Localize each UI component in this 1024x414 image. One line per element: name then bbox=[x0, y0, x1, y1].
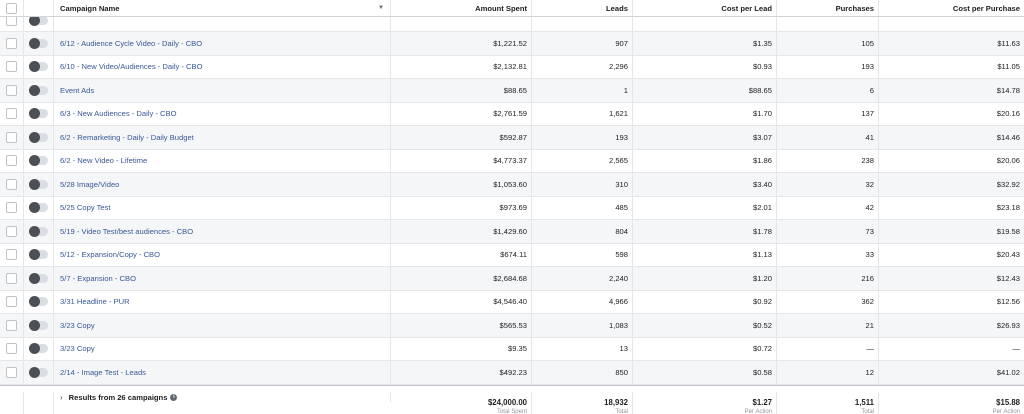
cost-per-lead-cell: $1.78 bbox=[633, 220, 777, 243]
purchases-cell: 12 bbox=[777, 361, 879, 384]
purchases-cell: 137 bbox=[777, 103, 879, 126]
sort-down-icon[interactable]: ▼ bbox=[378, 5, 384, 11]
toggle-knob bbox=[29, 202, 40, 213]
table-row[interactable] bbox=[0, 103, 1024, 127]
row-toggle-cell bbox=[24, 338, 54, 361]
total-purchases-cell bbox=[777, 392, 879, 414]
amount-spent-cell: $973.69 bbox=[391, 197, 532, 220]
leads-cell: 2,565 bbox=[532, 150, 633, 173]
cost-per-purchase-cell: $20.06 bbox=[996, 156, 1020, 166]
toggle-knob bbox=[29, 367, 40, 378]
campaign-name-cell bbox=[54, 291, 391, 314]
leads-cell: 193 bbox=[532, 126, 633, 149]
cost-per-purchase-cell: $11.63 bbox=[997, 38, 1020, 48]
header-leads[interactable]: Leads bbox=[532, 0, 633, 16]
row-toggle[interactable] bbox=[29, 274, 48, 283]
toggle-knob bbox=[29, 38, 40, 49]
row-toggle[interactable] bbox=[29, 227, 48, 236]
row-toggle[interactable] bbox=[29, 109, 48, 118]
campaign-name-cell bbox=[54, 103, 391, 126]
row-toggle[interactable] bbox=[29, 203, 48, 212]
campaign-name-cell bbox=[54, 338, 391, 361]
row-toggle[interactable] bbox=[29, 16, 48, 25]
leads-cell: 598 bbox=[532, 244, 633, 267]
campaign-name-cell bbox=[54, 220, 391, 243]
cost-per-lead-cell: $3.40 bbox=[633, 173, 777, 196]
cost-per-lead-cell: $1.86 bbox=[633, 150, 777, 173]
row-checkbox[interactable] bbox=[6, 179, 17, 190]
cost-per-purchase-cell: $20.43 bbox=[996, 250, 1020, 260]
campaign-name-link[interactable]: 5/28 Image/Video bbox=[60, 179, 120, 189]
row-toggle-cell bbox=[24, 56, 54, 79]
cost-per-lead-cell: $0.52 bbox=[633, 314, 777, 337]
campaign-name-link[interactable]: 6/3 - New Audiences - Daily - CBO bbox=[60, 109, 177, 119]
table-footer bbox=[0, 385, 1024, 414]
campaign-name-link[interactable]: 5/25 Copy Test bbox=[60, 203, 111, 213]
row-toggle[interactable] bbox=[29, 39, 48, 48]
table-row[interactable] bbox=[0, 244, 1024, 268]
row-checkbox-cell bbox=[0, 32, 24, 55]
cost-per-lead-cell: $0.93 bbox=[633, 56, 777, 79]
leads-cell: 2,296 bbox=[532, 56, 633, 79]
purchases-cell: 41 bbox=[777, 126, 879, 149]
cost-per-purchase-cell: $19.58 bbox=[996, 226, 1020, 236]
row-checkbox-cell bbox=[0, 361, 24, 384]
row-toggle-cell bbox=[24, 244, 54, 267]
table-row[interactable] bbox=[0, 32, 1024, 56]
leads-cell: 907 bbox=[532, 32, 633, 55]
row-toggle[interactable] bbox=[29, 62, 48, 71]
row-checkbox-cell bbox=[0, 267, 24, 290]
campaign-name-cell bbox=[54, 197, 391, 220]
amount-spent-cell: $492.23 bbox=[391, 361, 532, 384]
cost-per-lead-cell: $3.07 bbox=[633, 126, 777, 149]
purchases-cell: 73 bbox=[777, 220, 879, 243]
total-purchases-value: 1,511 bbox=[854, 398, 874, 407]
toggle-knob bbox=[29, 85, 40, 96]
toggle-knob bbox=[29, 296, 40, 307]
row-checkbox-cell bbox=[0, 220, 24, 243]
amount-spent-cell: $1,429.60 bbox=[391, 220, 532, 243]
campaign-name-link[interactable]: 6/2 - New Video - Lifetime bbox=[60, 156, 148, 166]
row-checkbox[interactable] bbox=[6, 61, 17, 72]
header-cost-per-purchase[interactable]: Cost per Purchase bbox=[952, 3, 1020, 13]
row-checkbox[interactable] bbox=[6, 155, 17, 166]
purchases-cell: 21 bbox=[777, 314, 879, 337]
total-purchases-caption: Total bbox=[861, 409, 874, 414]
leads-cell: 485 bbox=[532, 197, 633, 220]
purchases-cell: 6 bbox=[777, 79, 879, 102]
header-toggle-cell bbox=[24, 0, 54, 16]
cost-per-purchase-cell: $12.56 bbox=[996, 297, 1020, 307]
total-cpl-cell bbox=[633, 392, 777, 414]
row-checkbox-cell bbox=[0, 56, 24, 79]
cost-per-purchase-cell: $23.18 bbox=[996, 203, 1020, 213]
table-row[interactable] bbox=[0, 267, 1024, 291]
cost-per-lead-cell: $1.70 bbox=[633, 103, 777, 126]
header-purchases[interactable]: Purchases bbox=[777, 0, 879, 16]
campaign-name-cell bbox=[54, 361, 391, 384]
campaign-name-cell bbox=[54, 56, 391, 79]
row-checkbox[interactable] bbox=[6, 132, 17, 143]
row-checkbox[interactable] bbox=[6, 296, 17, 307]
row-toggle[interactable] bbox=[29, 180, 48, 189]
total-leads-caption: Total bbox=[615, 409, 628, 414]
table-row[interactable] bbox=[0, 79, 1024, 103]
row-toggle-cell bbox=[24, 103, 54, 126]
toggle-knob bbox=[29, 179, 40, 190]
cost-per-lead-cell: $1.20 bbox=[633, 267, 777, 290]
campaign-name-link[interactable]: 3/23 Copy bbox=[60, 344, 95, 354]
campaign-name-cell bbox=[54, 32, 391, 55]
header-amount-spent[interactable]: Amount Spent bbox=[391, 0, 532, 16]
toggle-knob bbox=[29, 320, 40, 331]
amount-spent-cell: $88.65 bbox=[391, 79, 532, 102]
purchases-cell: 42 bbox=[777, 197, 879, 220]
amount-spent-cell: $674.11 bbox=[391, 244, 532, 267]
purchases-cell: 238 bbox=[777, 150, 879, 173]
total-spent-cell bbox=[391, 392, 532, 414]
amount-spent-cell: $565.53 bbox=[391, 314, 532, 337]
row-checkbox[interactable] bbox=[6, 108, 17, 119]
campaign-name-cell bbox=[54, 126, 391, 149]
row-toggle-cell bbox=[24, 126, 54, 149]
toggle-knob bbox=[29, 273, 40, 284]
campaign-name-cell bbox=[54, 79, 391, 102]
campaign-name-cell bbox=[54, 173, 391, 196]
cost-per-purchase-cell: $14.46 bbox=[996, 132, 1020, 142]
row-toggle[interactable] bbox=[29, 297, 48, 306]
row-toggle[interactable] bbox=[29, 344, 48, 353]
leads-cell: 1,083 bbox=[532, 314, 633, 337]
row-toggle-cell bbox=[24, 173, 54, 196]
row-checkbox[interactable] bbox=[6, 249, 17, 260]
header-cost-per-lead[interactable]: Cost per Lead bbox=[633, 0, 777, 16]
row-checkbox[interactable] bbox=[6, 202, 17, 213]
cost-per-purchase-cell: $11.05 bbox=[997, 62, 1020, 72]
cost-per-lead-cell: $0.72 bbox=[633, 338, 777, 361]
purchases-cell: — bbox=[777, 338, 879, 361]
amount-spent-cell: $592.87 bbox=[391, 126, 532, 149]
amount-spent-cell: $4,546.40 bbox=[391, 291, 532, 314]
toggle-knob bbox=[29, 249, 40, 260]
campaign-name-link[interactable]: 3/31 Headline - PUR bbox=[60, 297, 130, 307]
row-checkbox[interactable] bbox=[6, 38, 17, 49]
table-row[interactable] bbox=[0, 126, 1024, 150]
cost-per-purchase-cell: $41.02 bbox=[996, 367, 1020, 377]
row-checkbox[interactable] bbox=[6, 226, 17, 237]
row-checkbox-cell bbox=[0, 150, 24, 173]
total-cpl-value: $1.27 bbox=[752, 398, 772, 407]
campaign-name-link[interactable]: 5/7 - Expansion - CBO bbox=[60, 273, 136, 283]
total-spent-value: $24,000.00 bbox=[487, 398, 527, 407]
campaign-name-cell bbox=[54, 244, 391, 267]
chevron-right-icon[interactable]: › bbox=[60, 392, 63, 402]
leads-cell: 310 bbox=[532, 173, 633, 196]
row-checkbox-cell bbox=[0, 103, 24, 126]
amount-spent-cell: $2,132.81 bbox=[391, 56, 532, 79]
toggle-knob bbox=[29, 155, 40, 166]
campaign-name-link[interactable]: 5/12 - Expansion/Copy - CBO bbox=[60, 250, 161, 260]
purchases-cell: 216 bbox=[777, 267, 879, 290]
campaign-name-cell bbox=[54, 267, 391, 290]
row-checkbox-cell bbox=[0, 338, 24, 361]
row-checkbox-cell bbox=[0, 79, 24, 102]
campaign-name-link[interactable]: 6/2 - Remarketing - Daily - Daily Budget bbox=[60, 132, 194, 142]
purchases-cell: 193 bbox=[777, 56, 879, 79]
results-summary[interactable] bbox=[54, 392, 391, 402]
campaign-name-cell bbox=[54, 314, 391, 337]
table-row[interactable] bbox=[0, 173, 1024, 197]
amount-spent-cell: $2,761.59 bbox=[391, 103, 532, 126]
amount-spent-cell: $2,684.68 bbox=[391, 267, 532, 290]
leads-cell: 13 bbox=[532, 338, 633, 361]
cost-per-purchase-cell: — bbox=[1012, 344, 1020, 354]
row-toggle-cell bbox=[24, 79, 54, 102]
table-row[interactable] bbox=[0, 291, 1024, 315]
toggle-knob bbox=[29, 343, 40, 354]
row-toggle[interactable] bbox=[29, 368, 48, 377]
purchases-cell: 105 bbox=[777, 32, 879, 55]
row-toggle-cell bbox=[24, 150, 54, 173]
campaign-name-link[interactable]: 3/23 Copy bbox=[60, 320, 95, 330]
table-row[interactable] bbox=[0, 338, 1024, 362]
row-toggle-cell bbox=[24, 361, 54, 384]
campaign-name-link[interactable]: 5/19 - Video Test/best audiences - CBO bbox=[60, 226, 194, 236]
toggle-knob bbox=[29, 108, 40, 119]
cost-per-purchase-cell: $20.16 bbox=[996, 109, 1020, 119]
row-toggle-cell bbox=[24, 197, 54, 220]
table-row[interactable] bbox=[0, 56, 1024, 80]
total-leads-value: 18,932 bbox=[604, 398, 628, 407]
header-checkbox-cell bbox=[0, 0, 24, 16]
row-checkbox-cell bbox=[0, 197, 24, 220]
total-spent-caption: Total Spent bbox=[496, 409, 527, 414]
row-checkbox-cell bbox=[0, 244, 24, 267]
total-cpp-cell bbox=[879, 392, 1024, 414]
select-all-checkbox[interactable] bbox=[6, 3, 17, 14]
header-campaign-name-label: Campaign Name bbox=[60, 3, 120, 13]
toggle-knob bbox=[29, 226, 40, 237]
total-cpp-value: $15.88 bbox=[996, 398, 1020, 407]
row-toggle-cell bbox=[24, 32, 54, 55]
purchases-cell: 33 bbox=[777, 244, 879, 267]
row-checkbox[interactable] bbox=[6, 320, 17, 331]
table-row[interactable] bbox=[0, 314, 1024, 338]
leads-cell: 1 bbox=[532, 79, 633, 102]
row-checkbox-cell bbox=[0, 314, 24, 337]
cost-per-lead-cell: $0.58 bbox=[633, 361, 777, 384]
row-checkbox[interactable] bbox=[6, 273, 17, 284]
cost-per-lead-cell: $2.01 bbox=[633, 197, 777, 220]
cost-per-purchase-cell: $14.78 bbox=[996, 85, 1020, 95]
amount-spent-cell: $1,221.52 bbox=[391, 32, 532, 55]
campaign-name-cell bbox=[54, 150, 391, 173]
purchases-cell: 362 bbox=[777, 291, 879, 314]
row-toggle-cell bbox=[24, 220, 54, 243]
toggle-knob bbox=[29, 132, 40, 143]
row-checkbox-cell bbox=[0, 291, 24, 314]
row-toggle[interactable] bbox=[29, 250, 48, 259]
cost-per-lead-cell: $88.65 bbox=[633, 79, 777, 102]
cost-per-purchase-cell: $12.43 bbox=[996, 273, 1020, 283]
row-checkbox-cell bbox=[0, 126, 24, 149]
table-header bbox=[0, 0, 1024, 17]
amount-spent-cell: $9.35 bbox=[391, 338, 532, 361]
table-row[interactable] bbox=[0, 197, 1024, 221]
campaign-name-link[interactable]: Event Ads bbox=[60, 85, 95, 95]
results-label: Results from 26 campaigns bbox=[68, 392, 168, 402]
purchases-cell: 32 bbox=[777, 173, 879, 196]
campaign-name-link[interactable]: 6/10 - New Video/Audiences - Daily - CBO bbox=[60, 62, 203, 72]
table-row[interactable] bbox=[0, 220, 1024, 244]
leads-cell: 850 bbox=[532, 361, 633, 384]
campaign-name-link[interactable]: 2/14 - Image Test - Leads bbox=[60, 367, 146, 377]
leads-cell: 804 bbox=[532, 220, 633, 243]
row-toggle-cell bbox=[24, 267, 54, 290]
campaign-name-link[interactable]: 6/12 - Audience Cycle Video - Daily - CBO bbox=[60, 38, 203, 48]
toggle-knob bbox=[29, 61, 40, 72]
row-checkbox[interactable] bbox=[6, 85, 17, 96]
row-toggle[interactable] bbox=[29, 86, 48, 95]
total-cpl-caption: Per Action bbox=[744, 409, 772, 414]
table-row[interactable] bbox=[0, 361, 1024, 385]
row-checkbox[interactable] bbox=[6, 343, 17, 354]
cost-per-purchase-cell: $32.92 bbox=[996, 179, 1020, 189]
cost-per-lead-cell: $0.92 bbox=[633, 291, 777, 314]
row-toggle-cell bbox=[24, 291, 54, 314]
row-checkbox[interactable] bbox=[6, 367, 17, 378]
total-cpp-caption: Per Action bbox=[992, 409, 1020, 414]
row-toggle[interactable] bbox=[29, 321, 48, 330]
info-icon[interactable]: i bbox=[170, 394, 177, 401]
header-campaign-name[interactable] bbox=[54, 0, 391, 16]
leads-cell: 2,240 bbox=[532, 267, 633, 290]
row-toggle[interactable] bbox=[29, 156, 48, 165]
row-toggle[interactable] bbox=[29, 133, 48, 142]
row-checkbox-cell bbox=[0, 173, 24, 196]
amount-spent-cell: $4,773.37 bbox=[391, 150, 532, 173]
total-leads-cell bbox=[532, 392, 633, 414]
leads-cell: 4,966 bbox=[532, 291, 633, 314]
cost-per-lead-cell: $1.13 bbox=[633, 244, 777, 267]
cost-per-purchase-cell: $26.93 bbox=[996, 320, 1020, 330]
amount-spent-cell: $1,053.60 bbox=[391, 173, 532, 196]
leads-cell: 1,621 bbox=[532, 103, 633, 126]
table-row[interactable] bbox=[0, 150, 1024, 174]
row-toggle-cell bbox=[24, 314, 54, 337]
cost-per-lead-cell: $1.35 bbox=[633, 32, 777, 55]
